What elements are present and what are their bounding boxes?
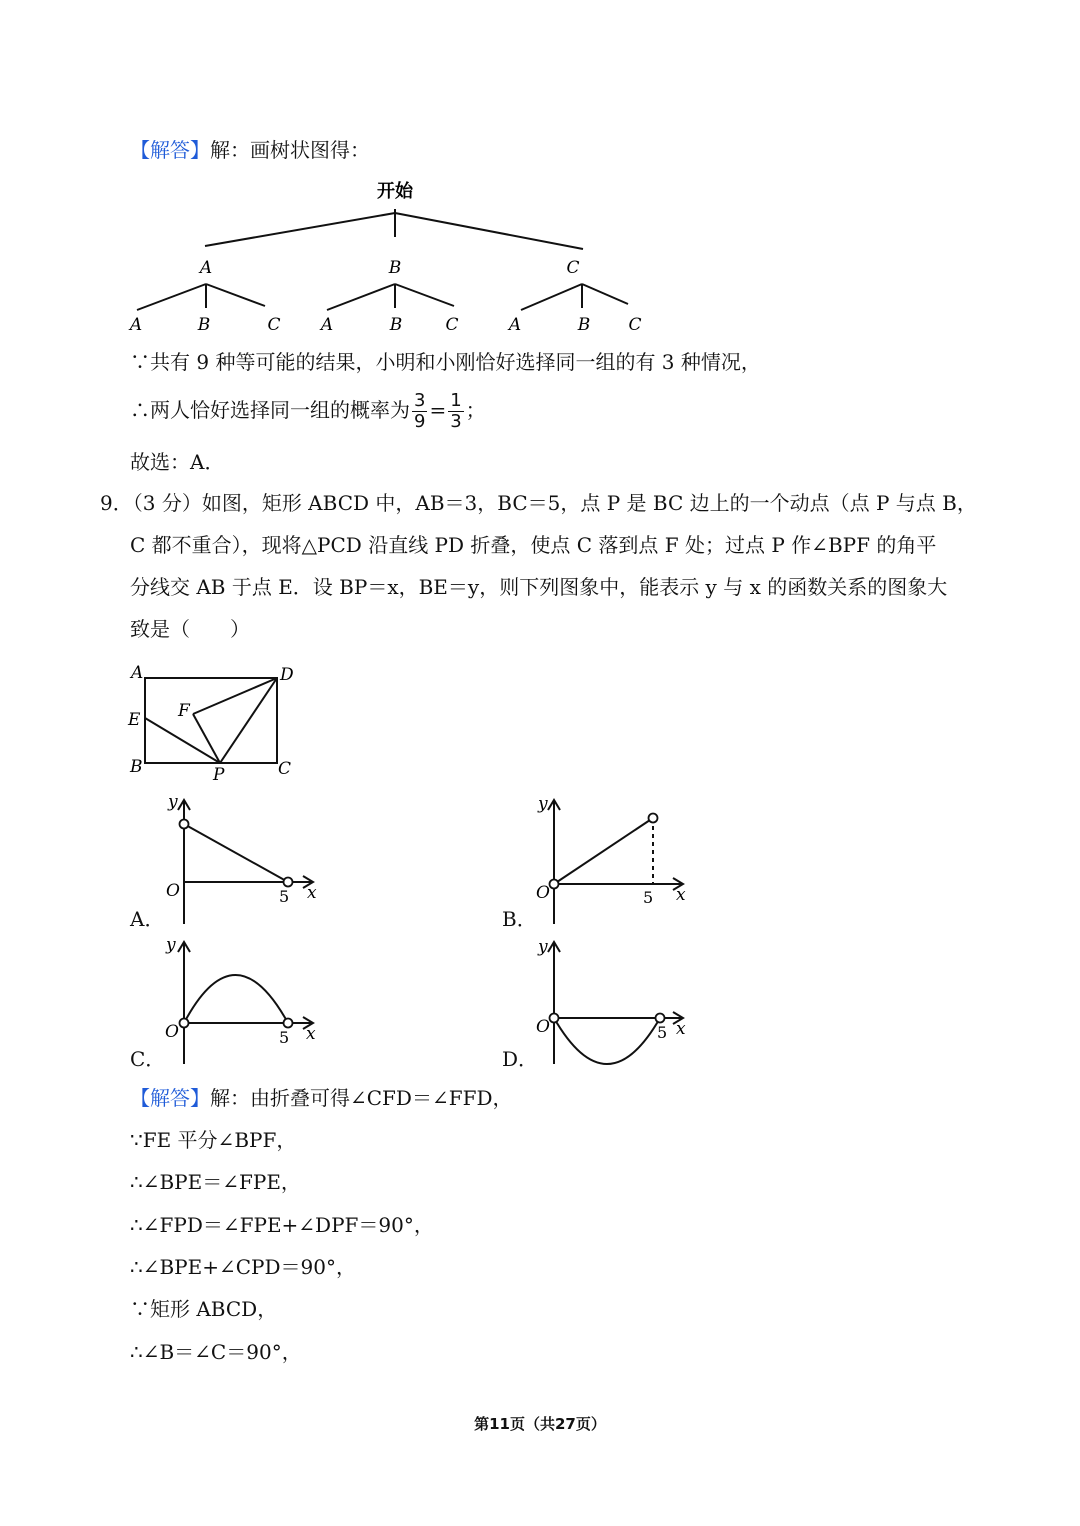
- option-b-label[interactable]: B．: [502, 907, 537, 931]
- question9-text-line1: 如图，矩形 ABCD 中，AB＝3，BC＝5，点 P 是 BC 边上的一个动点（点 P 与点 B，: [201, 491, 977, 515]
- answer8-line1: ∵共有 9 种等可能的结果，小明和小刚恰好选择同一组的有 3 种情况，: [130, 350, 761, 374]
- x-axis-label: x: [676, 885, 686, 905]
- tree-l2-leaf: B: [197, 315, 211, 335]
- x-axis-label: x: [676, 1019, 686, 1039]
- origin-label: O: [165, 1022, 179, 1042]
- answer8-line2: [130, 388, 486, 432]
- question9-line2: C 都不重合），现将△PCD 沿直线 PD 折叠，使点 C 落到点 F 处；过点 P 作∠BPF 的角平: [130, 533, 937, 557]
- fig-label-e: E: [128, 710, 141, 730]
- answer9-line: ∴∠BPE＝∠FPE，: [130, 1170, 301, 1194]
- question-number: 9．: [100, 491, 133, 515]
- tree-l2-leaf: C: [267, 315, 281, 335]
- tick-5-label: 5: [279, 887, 290, 906]
- fig-label-a: A: [131, 663, 144, 683]
- question9-line1: [100, 482, 990, 524]
- rectangle-figure: [120, 660, 310, 785]
- answer8-line2-suffix: ；: [465, 398, 486, 422]
- tree-l2-leaf: A: [508, 315, 522, 335]
- tree-l2-leaf: B: [577, 315, 591, 335]
- option-c-graph: [155, 932, 330, 1067]
- y-axis-label: y: [538, 937, 548, 957]
- y-axis-label: y: [538, 794, 548, 814]
- tree-l1-a: A: [199, 258, 213, 278]
- fig-label-c: C: [278, 759, 292, 779]
- page-footer: 第11页（共27页）: [474, 1415, 606, 1433]
- answer8-intro: 解：画树状图得：: [210, 138, 370, 162]
- answer8-line2-prefix: ∴两人恰好选择同一组的概率为: [130, 398, 410, 422]
- answer-bracket-label: 【解答】: [130, 138, 210, 162]
- question9-text: [100, 482, 990, 650]
- x-axis-label: x: [306, 1024, 316, 1044]
- origin-label: O: [536, 883, 550, 903]
- fig-label-f: F: [178, 701, 190, 721]
- option-d-graph: [525, 932, 700, 1067]
- frac-numerator: 1: [450, 390, 462, 411]
- option-d-label[interactable]: D．: [502, 1047, 539, 1071]
- tree-l1-b: B: [388, 258, 402, 278]
- tree-l2-leaf: C: [628, 315, 642, 335]
- fig-label-d: D: [280, 665, 294, 685]
- answer8-conclusion: 故选：A．: [130, 450, 225, 474]
- frac-denominator: 3: [450, 411, 462, 432]
- tree-l1-c: C: [566, 258, 580, 278]
- question9-line4: 致是（ ）: [130, 617, 250, 641]
- answer-bracket-label: 【解答】: [130, 1086, 210, 1110]
- answer9-line: ∵矩形 ABCD，: [130, 1297, 278, 1321]
- tick-5-label: 5: [657, 1023, 668, 1042]
- tree-l2-leaf: A: [320, 315, 334, 335]
- question9-line3: 分线交 AB 于点 E．设 BP＝x，BE＝y，则下列图象中，能表示 y 与 x 的函数关系的图象大: [130, 575, 948, 599]
- origin-label: O: [536, 1017, 550, 1037]
- x-axis-label: x: [307, 883, 317, 903]
- equals-sign: =: [429, 398, 447, 422]
- question-score: （3 分）: [132, 491, 202, 515]
- y-axis-label: y: [168, 792, 178, 812]
- tree-l2-leaf: C: [445, 315, 459, 335]
- answer8-header: [130, 136, 370, 164]
- tree-l2-leaf: A: [129, 315, 143, 335]
- option-c-label[interactable]: C．: [130, 1047, 166, 1071]
- frac-numerator: 3: [414, 390, 426, 411]
- tick-5-label: 5: [643, 888, 654, 907]
- fraction-1-3: [448, 391, 463, 432]
- y-axis-label: y: [166, 935, 176, 955]
- answer9-line: ∴∠FPD＝∠FPE+∠DPF＝90°，: [130, 1213, 434, 1237]
- fig-label-b: B: [130, 757, 143, 777]
- answer9-line: ∴∠B＝∠C＝90°，: [130, 1340, 302, 1364]
- frac-denominator: 9: [414, 411, 426, 432]
- fig-label-p: P: [213, 765, 225, 785]
- answer9-line: ∵FE 平分∠BPF，: [130, 1128, 297, 1152]
- tree-l2-leaf: B: [389, 315, 403, 335]
- tick-5-label: 5: [279, 1028, 290, 1047]
- origin-label: O: [166, 881, 180, 901]
- option-b-graph: [525, 790, 700, 930]
- tree-diagram: [120, 175, 660, 340]
- fraction-3-9: [412, 391, 427, 432]
- option-a-graph: [155, 790, 330, 930]
- answer9-line: 解：由折叠可得∠CFD＝∠FFD，: [210, 1086, 513, 1110]
- tree-root: 开始: [377, 181, 413, 202]
- option-a-label[interactable]: A．: [130, 907, 165, 931]
- answer9-line: ∴∠BPE+∠CPD＝90°，: [130, 1255, 356, 1279]
- answer9-header: [130, 1084, 513, 1112]
